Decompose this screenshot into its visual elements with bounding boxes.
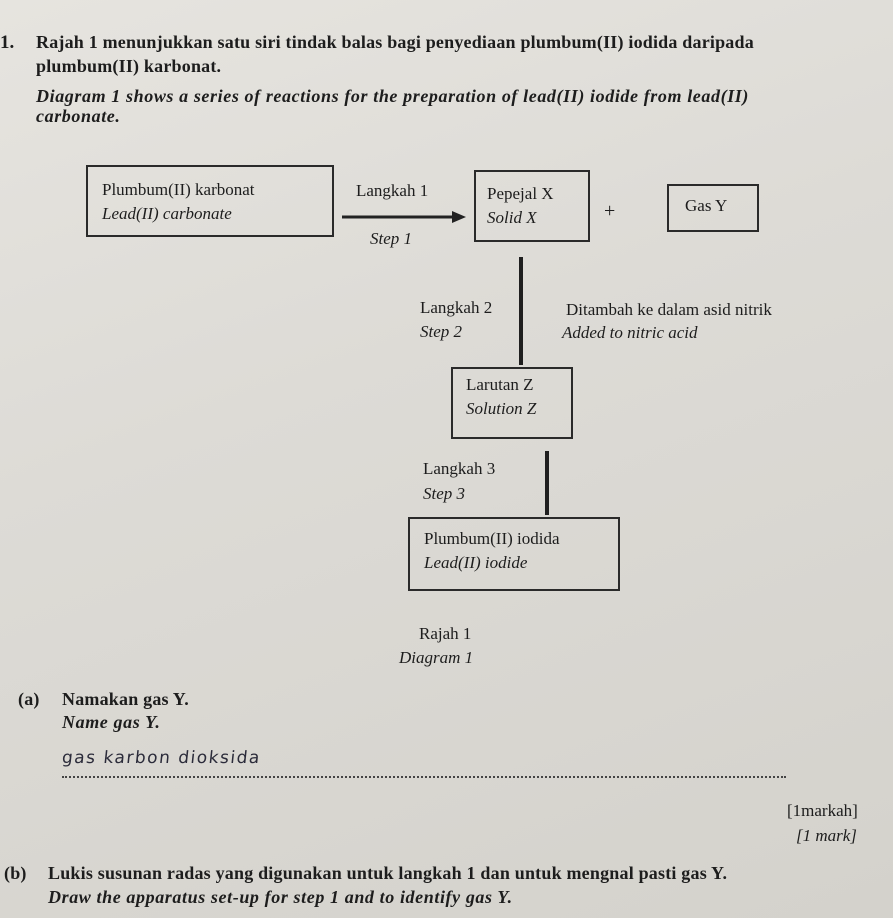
diagram-caption-bm: Rajah 1 [419,624,472,643]
diagram-caption-en: Diagram 1 [399,648,474,667]
plus-sign: + [604,200,616,222]
solution-z-bm: Larutan Z [466,375,534,394]
step2-label-en: Step 2 [420,322,463,341]
step1-label-en: Step 1 [370,229,413,248]
part-a-prompt-en: Name gas Y. [62,712,161,732]
lead-carbonate-bm: Plumbum(II) karbonat [102,180,255,199]
intro-bm-line1: Rajah 1 menunjukkan satu siri tindak balas bagi penyediaan plumbum(II) iodida daripada [36,32,754,52]
gas-y-label: Gas Y [685,196,728,215]
intro-bm-line2: plumbum(II) karbonat. [36,56,222,76]
answer-line [62,776,786,778]
part-a-marks-en: [1 mark] [796,826,857,845]
part-a-handwritten-answer: gas karbon dioksida [60,748,262,768]
part-a-marks-bm: [1markah] [787,801,858,820]
question-number: 1. [0,32,15,53]
part-a-prompt-bm: Namakan gas Y. [62,689,189,709]
step2-note-en: Added to nitric acid [562,323,698,342]
part-b-prompt-en: Draw the apparatus set-up for step 1 and to identify gas Y. [48,887,513,907]
step3-label-en: Step 3 [423,484,466,503]
part-a-label: (a) [18,689,40,709]
lead-carbonate-en: Lead(II) carbonate [102,204,232,223]
step2-note-bm: Ditambah ke dalam asid nitrik [566,300,772,319]
solution-z-en: Solution Z [466,399,537,418]
step1-arrow-head [452,211,466,223]
intro-en-line2: carbonate. [36,106,121,126]
part-b-label: (b) [4,863,27,883]
step3-label-bm: Langkah 3 [423,459,496,478]
step2-label-bm: Langkah 2 [420,298,493,317]
lead-iodide-bm: Plumbum(II) iodida [424,529,560,548]
solid-x-box [474,170,590,242]
step1-label-bm: Langkah 1 [356,181,429,200]
intro-en-line1: Diagram 1 shows a series of reactions for the preparation of lead(II) iodide from lead(II) [36,86,749,106]
lead-iodide-en: Lead(II) iodide [424,553,528,572]
solid-x-en: Solid X [487,208,537,227]
solid-x-bm: Pepejal X [487,184,554,203]
part-b-prompt-bm: Lukis susunan radas yang digunakan untuk langkah 1 dan untuk mengnal pasti gas Y. [48,863,728,883]
